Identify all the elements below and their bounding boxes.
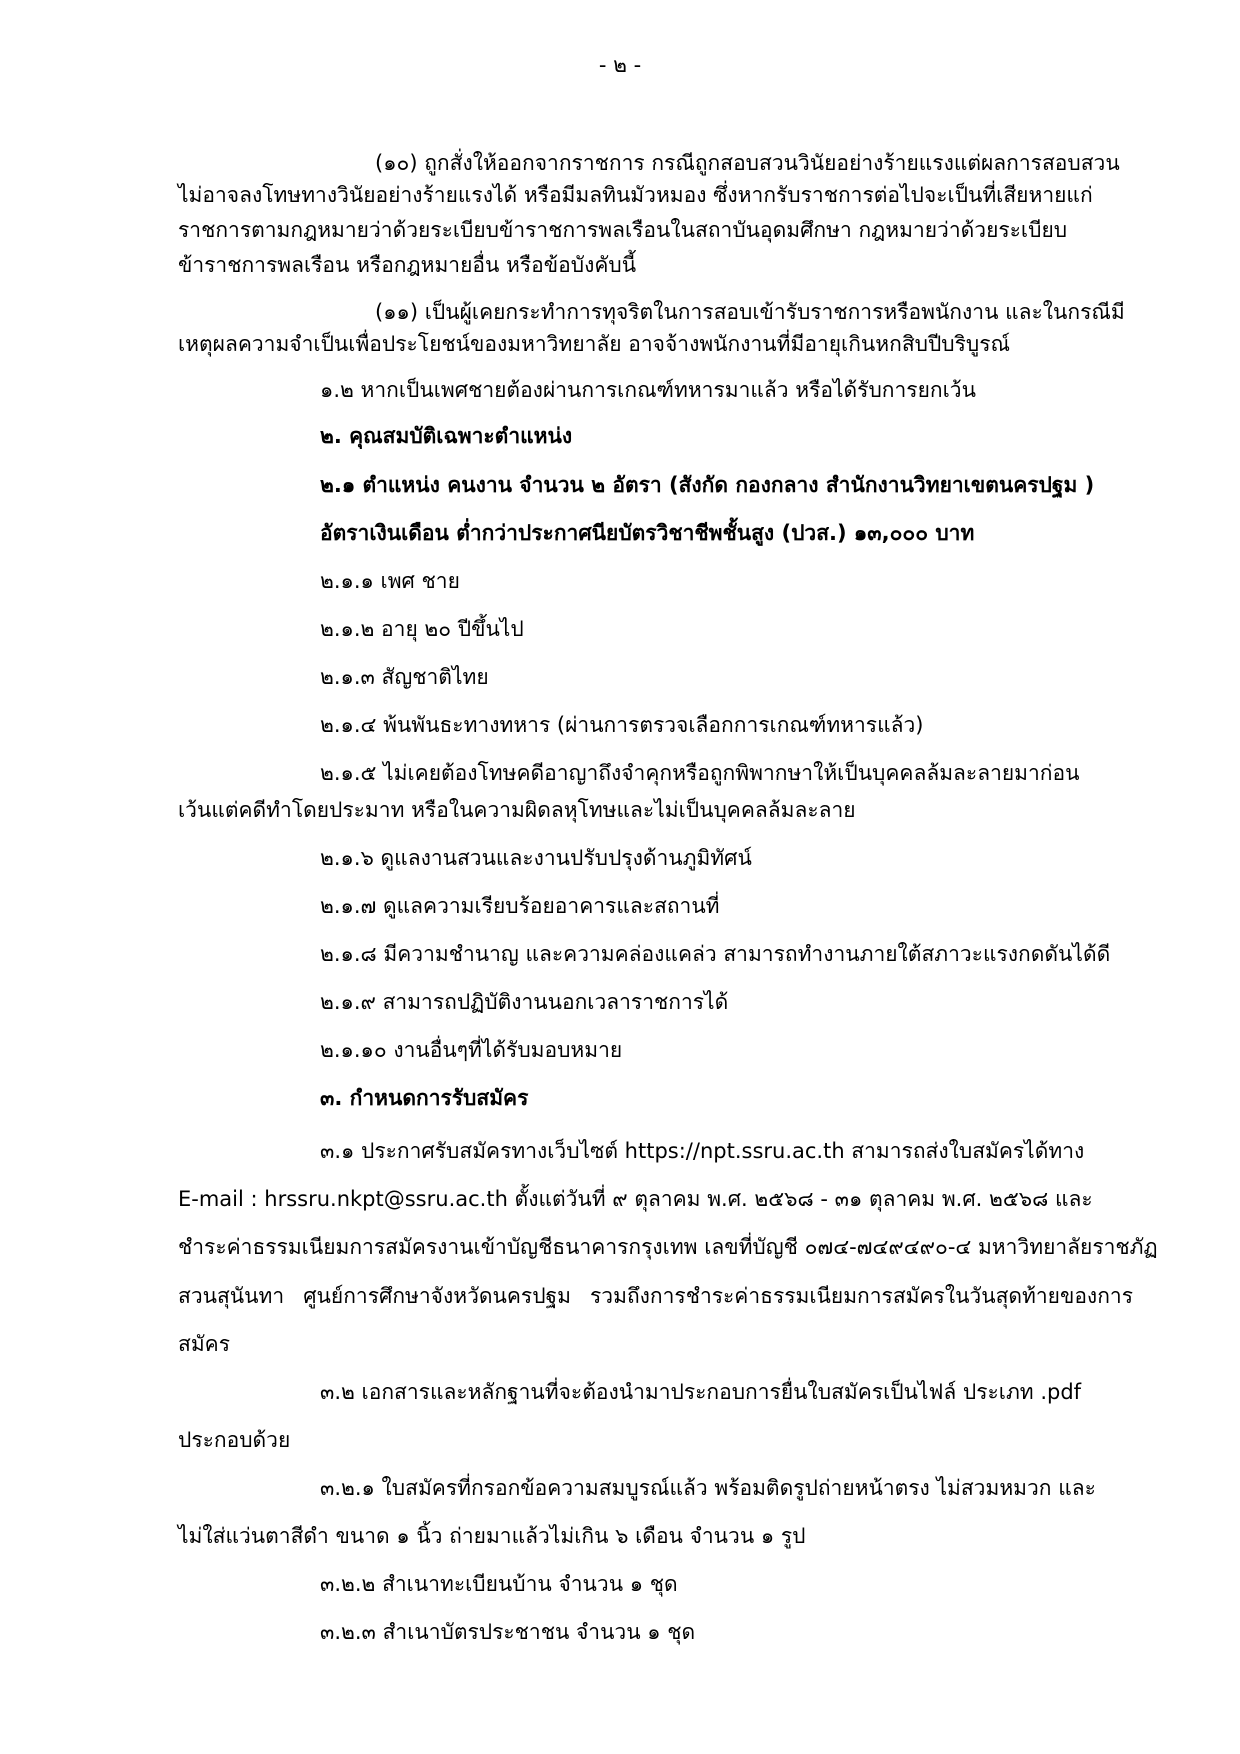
application-3-1-line5: สมัคร xyxy=(178,1332,230,1356)
document-3-2-1-line1: ๓.๒.๑ ใบสมัครที่กรอกข้อความสมบูรณ์แล้ว พร้อมติดรูปถ่ายหน้าตรง ไม่สวมหมวก และ xyxy=(320,1476,1096,1500)
position-title: ๒.๑ ตำแหน่ง คนงาน จำนวน ๒ อัตรา (สังกัด กองกลาง สำนักงานวิทยาเขตนครปฐม ) xyxy=(320,473,1095,497)
application-3-1-line4-part2: ศูนย์การศึกษาจังหวัดนครปฐม xyxy=(303,1284,571,1308)
item11-line2: เหตุผลความจำเป็นเพื่อประโยชน์ของมหาวิทยาลัย อาจจ้างพนักงานที่มีอายุเกินหกสิบปีบริบูรณ์ xyxy=(178,332,1011,356)
qualification-2-1-9: ๒.๑.๙ สามารถปฏิบัติงานนอกเวลาราชการได้ xyxy=(320,990,729,1014)
qualification-2-1-1: ๒.๑.๑ เพศ ชาย xyxy=(320,569,460,593)
document-3-2-1-line2: ไม่ใส่แว่นตาสีดำ ขนาด ๑ นิ้ว ถ่ายมาแล้วไม่เกิน ๖ เดือน จำนวน ๑ รูป xyxy=(178,1524,806,1548)
qualification-2-1-5-line2: เว้นแต่คดีทำโดยประมาท หรือในความผิดลหุโทษและไม่เป็นบุคคลล้มละลาย xyxy=(178,798,856,822)
item10-line1: (๑๐) ถูกสั่งให้ออกจากราชการ กรณีถูกสอบสวนวินัยอย่างร้ายแรงแต่ผลการสอบสวน xyxy=(375,151,1120,175)
application-3-1-line4-part1: สวนสุนันทา xyxy=(178,1284,285,1308)
item-1-2: ๑.๒ หากเป็นเพศชายต้องผ่านการเกณฑ์ทหารมาแล้ว หรือได้รับการยกเว้น xyxy=(320,378,976,402)
document-3-2-3: ๓.๒.๓ สำเนาบัตรประชาชน จำนวน ๑ ชุด xyxy=(320,1620,696,1644)
application-3-1-line1: ๓.๑ ประกาศรับสมัครทางเว็บไซต์ https://npt.ssru.ac.th สามารถส่งใบสมัครได้ทาง xyxy=(320,1139,1085,1163)
salary-line: อัตราเงินเดือน ต่ำกว่าประกาศนียบัตรวิชาชีพชั้นสูง (ปวส.) ๑๓,๐๐๐ บาท xyxy=(320,521,975,545)
application-3-1-line2: E-mail : hrssru.nkpt@ssru.ac.th ตั้งแต่วันที่ ๙ ตุลาคม พ.ศ. ๒๕๖๘ - ๓๑ ตุลาคม พ.ศ. ๒๕๖๘ และ xyxy=(178,1187,1093,1211)
application-3-1-line4 xyxy=(178,1281,1133,1311)
item10-line4: ข้าราชการพลเรือน หรือกฎหมายอื่น หรือข้อบังคับนี้ xyxy=(178,253,637,277)
item11-line1: (๑๑) เป็นผู้เคยกระทำการทุจริตในการสอบเข้ารับราชการหรือพนักงาน และในกรณีมี xyxy=(375,300,1125,324)
qualification-2-1-3: ๒.๑.๓ สัญชาติไทย xyxy=(320,665,489,689)
qualification-2-1-5-line1: ๒.๑.๕ ไม่เคยต้องโทษคดีอาญาถึงจำคุกหรือถูกพิพากษาให้เป็นบุคคลล้มละลายมาก่อน xyxy=(320,761,1080,785)
item10-line3: ราชการตามกฎหมายว่าด้วยระเบียบข้าราชการพลเรือนในสถาบันอุดมศึกษา กฎหมายว่าด้วยระเบียบ xyxy=(178,218,1068,242)
qualification-2-1-4: ๒.๑.๔ พ้นพันธะทางทหาร (ผ่านการตรวจเลือกการเกณฑ์ทหารแล้ว) xyxy=(320,713,924,737)
application-3-1-line3: ชำระค่าธรรมเนียมการสมัครงานเข้าบัญชีธนาคารกรุงเทพ เลขที่บัญชี ๐๗๔-๗๔๙๔๙๐-๔ มหาวิทยาลัยราชภัฏ xyxy=(178,1235,1158,1259)
qualification-2-1-2: ๒.๑.๒ อายุ ๒๐ ปีขึ้นไป xyxy=(320,617,524,641)
application-3-1-line4-part3: รวมถึงการชำระค่าธรรมเนียมการสมัครในวันสุดท้ายของการ xyxy=(590,1284,1133,1308)
item10-line2: ไม่อาจลงโทษทางวินัยอย่างร้ายแรงได้ หรือมีมลทินมัวหมอง ซึ่งหากรับราชการต่อไปจะเป็นที่เสียหายแก่ xyxy=(178,183,1093,207)
qualification-2-1-7: ๒.๑.๗ ดูแลความเรียบร้อยอาคารและสถานที่ xyxy=(320,894,720,918)
document-3-2-2: ๓.๒.๒ สำเนาทะเบียนบ้าน จำนวน ๑ ชุด xyxy=(320,1572,678,1596)
documents-3-2-line2: ประกอบด้วย xyxy=(178,1428,291,1452)
qualification-2-1-8: ๒.๑.๘ มีความชำนาญ และความคล่องแคล่ว สามารถทำงานภายใต้สภาวะแรงกดดันได้ดี xyxy=(320,942,1111,966)
section2-heading: ๒. คุณสมบัติเฉพาะตำแหน่ง xyxy=(320,424,573,448)
page-number: - ๒ - xyxy=(598,53,642,77)
qualification-2-1-10: ๒.๑.๑๐ งานอื่นๆที่ได้รับมอบหมาย xyxy=(320,1038,623,1062)
section3-heading: ๓. กำหนดการรับสมัคร xyxy=(320,1086,529,1110)
qualification-2-1-6: ๒.๑.๖ ดูแลงานสวนและงานปรับปรุงด้านภูมิทัศน์ xyxy=(320,846,752,870)
documents-3-2-line1: ๓.๒ เอกสารและหลักฐานที่จะต้องนำมาประกอบการยื่นใบสมัครเป็นไฟล์ ประเภท .pdf xyxy=(320,1380,1082,1404)
